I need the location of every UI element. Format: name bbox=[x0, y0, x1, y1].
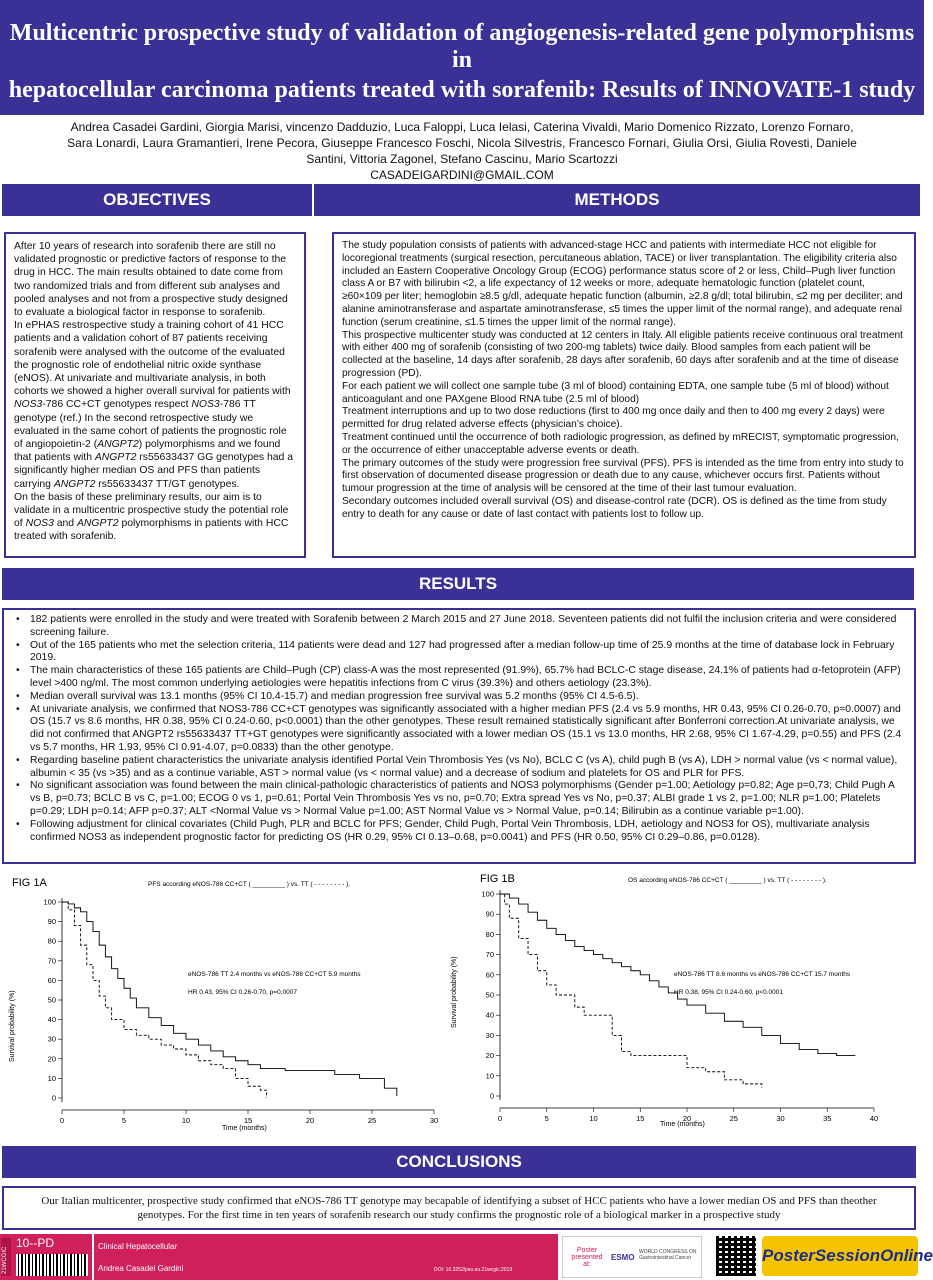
figure-1a-annotation-2: HR 0.43, 95% CI 0.26-0.70, p=0.0007 bbox=[188, 989, 297, 996]
y-tick-label: 20 bbox=[47, 1054, 56, 1064]
y-tick-label: 80 bbox=[485, 929, 494, 939]
x-tick-label: 30 bbox=[429, 1116, 439, 1125]
x-tick-label: 40 bbox=[869, 1114, 879, 1123]
figure-1a-annotation-1: eNOS-786 TT 2.4 months vs eNOS-786 CC+CT 5.9 months bbox=[188, 971, 361, 978]
figure-1a-series bbox=[62, 902, 397, 1098]
figure-1b-annotation-2: HR 0.38, 95% CI 0.24-0.60, p<0.0001 bbox=[674, 989, 783, 996]
footer-doi[interactable]: DOI: 10.3252/pso.eu.21wcgic.2019 bbox=[434, 1267, 513, 1273]
objectives-paragraph-2: In ePHAS restrospective study a training cohort of 41 HCC patients and a validation cohort of 87 patients receiving sorafenib were analysed with the outcome of the evaluated the prognostic role of endothelial nitric oxide synthase (eNOS). At univariate and multivariate analysis, in both cohorts we showed a higher overall survival for patients with NOS3-786 CC+CT genotypes respect NOS3-786 TT genotype (ref.) In the second retrospective study we evaluated in the same cohort of patients the prognostic role of angiopoietin-2 (ANGPT2) polymorphisms and we found that patients with ANGPT2 rs55633437 GG genotypes had a significantly higher median OS and PFS than patients carrying ANGPT2 rs55633437 TT/GT genotypes. bbox=[14, 320, 294, 490]
y-tick-label: 50 bbox=[47, 995, 56, 1005]
poster-title-line-1: Multicentric prospective study of validation of angiogenesis-related gene polymorphisms in bbox=[9, 20, 915, 73]
y-tick-label: 30 bbox=[485, 1030, 494, 1040]
y-tick-label: 40 bbox=[485, 1010, 494, 1020]
objectives-paragraph-1: After 10 years of research into sorafenib there are still no validated prognostic or predictive factors of response to the drug in HCC. The main results obtained to date come from two randomized trials and from different sub analyses and pooled analyses and not from a prospective study designed to evaluate a biological factor in response to sorafenib. bbox=[14, 241, 288, 319]
x-tick-label: 15 bbox=[636, 1114, 645, 1123]
y-tick-label: 30 bbox=[47, 1034, 56, 1044]
x-tick-label: 20 bbox=[682, 1114, 692, 1123]
authors-line-3: Santini, Vittoria Zagonel, Stefano Cascinu, Mario Scartozzi bbox=[306, 152, 618, 166]
figure-1b-y-label: Survival probability (%) bbox=[451, 956, 458, 1028]
results-bullet-6: • Regarding baseline patient characteristics the univariate analysis identified Portal Vein Thrombosis Yes (vs No), BCLC C (vs A), child pugh B (vs A), LDH > normal value (vs < normal value), albumin < 35 (vs >35) and as a continue variable, AST > normal value (vs < normal value) and a decrease of sodium and platelets for OS and PLR for PFS. bbox=[14, 755, 904, 781]
congress-logo: WORLD CONGRESS ON Gastrointestinal Cancer bbox=[639, 1249, 697, 1261]
figure-1a-x-label: Time (months) bbox=[222, 1125, 267, 1132]
conclusions-text: Our Italian multicenter, prospective study confirmed that eNOS-786 TT genotype may becapable of identifying a subset of HCC patients who have a lower median OS and PFS than theother genotypes. For the first time in ten years of sorafenib research our study confirms the prognostic role of a biological marker in a prospective study bbox=[41, 1195, 877, 1221]
figure-1b-annotation-1: eNOS-786 TT 8.6 months vs eNOS-786 CC+CT 15.7 months bbox=[674, 971, 851, 978]
postersessiononline-logo[interactable]: PosterSessionOnline bbox=[762, 1236, 918, 1276]
footer-author: Andrea Casadei Gardini bbox=[98, 1264, 184, 1273]
footer-code-panel bbox=[0, 1234, 92, 1280]
results-heading: RESULTS bbox=[2, 568, 914, 600]
methods-paragraph-4: Treatment interruptions and up to two dose reductions (first to 400 mg once daily and then to 400 mg every 2 days) were permitted for drug related adverse effects (physician’s choice). bbox=[342, 406, 885, 431]
results-bullet-3: • The main characteristics of these 165 patients are Child–Pugh (CP) class-A was the most represented (91.9%), 65.7% had BCLC-C stage disease, 24.1% of patients had α-fetoprotein (AFP) level >400 ng/ml. The most common underlying aetiologies were hepatitis infections from C virus (39.3%) and others aetiology (23.3%). bbox=[14, 665, 904, 691]
x-tick-label: 15 bbox=[243, 1116, 253, 1125]
results-bullet-1: • 182 patients were enrolled in the study and were treated with Sorafenib between 2 March 2015 and 27 June 2018. Seventeen patients did not fulfil the inclusion criteria and were considered screening failure. bbox=[14, 614, 904, 640]
x-tick-label: 10 bbox=[589, 1114, 598, 1123]
methods-box bbox=[332, 232, 916, 558]
y-tick-label: 100 bbox=[43, 897, 56, 907]
author-block bbox=[4, 119, 920, 183]
x-tick-label: 35 bbox=[823, 1114, 832, 1123]
poster-category: Clinical Hepatocellular bbox=[98, 1242, 178, 1251]
results-bullet-8: • Following adjustment for clinical covariates (Child Pugh, PLR and BCLC for PFS; Gender, Child Pugh, Portal Vein Thrombosis, LDH, aetiology and NOS3 for OS), multivariate analysis confirmed NOS3 as independent prognostic factor for predicting OS (HR 0.29, 95% CI 0.13–0.68, p=0.0041) and PFS (HR 0.50, 95% CI 0.29–0.86, p=0.0128). bbox=[14, 819, 904, 845]
footer-info-panel bbox=[94, 1234, 558, 1280]
y-tick-label: 10 bbox=[485, 1071, 494, 1081]
y-tick-label: 90 bbox=[47, 917, 56, 927]
x-tick-label: 10 bbox=[181, 1116, 191, 1125]
poster-code: 10--PD bbox=[16, 1236, 55, 1250]
objectives-paragraph-3: On the basis of these preliminary results, our aim is to validate in a multicentric prospective study the potential role of NOS3 and ANGPT2 polymorphisms in patients with HCC treated with sorafenib. bbox=[14, 491, 289, 543]
poster-title-line-2: hepatocellular carcinoma patients treated with sorafenib: Results of INNOVATE-1 study bbox=[8, 77, 916, 103]
os-kaplan-meier-chart bbox=[451, 868, 920, 1134]
results-box bbox=[2, 608, 916, 864]
methods-paragraph-1: The study population consists of patients with advanced-stage HCC and patients with intermediate HCC not eligible for locoregional treatments (surgical resection, percutaneous ablation, TACE) or liver transplantation. The eligibility criteria also included an Eastern Cooperative Oncology Group (ECOG) performance status score of 2 or less, Child–Pugh liver function class A or B7 with bilirubin <2, a life expectancy of 12 weeks or more, adequate hematologic function (platelet count, ≥60×109 per liter; hemoglobin ≥8.5 g/dl, adequate hepatic function (albumin, ≥2.8 g/dl; total bilirubin, ≤2 mg per deciliter; and alanine aminotransferase and aspartate aminotransferase, ≤5 times the upper limit of the normal range), and adequate renal function (serum creatinine, ≤1.5 times the upper limit of the normal range). bbox=[342, 240, 903, 328]
figure-1b-title: OS according eNOS-786 CC+CT ( _________ ) vs. TT ( - - - - - - - - ). bbox=[628, 877, 827, 884]
contact-email[interactable]: CASADEIGARDINI@GMAIL.COM bbox=[370, 168, 554, 182]
conclusions-box bbox=[2, 1186, 916, 1230]
y-tick-label: 90 bbox=[485, 909, 494, 919]
x-tick-label: 25 bbox=[729, 1114, 738, 1123]
methods-paragraph-3: For each patient we will collect one sample tube (3 ml of blood) containing EDTA, one sample tube (5 ml of blood) without anticoagulant and one PAXgene Blood RNA tube (2.5 ml of blood) bbox=[342, 380, 889, 405]
presented-at-panel bbox=[562, 1236, 702, 1278]
footer-vertical-tag: 21WCGIC bbox=[1, 1238, 11, 1276]
results-list bbox=[14, 614, 904, 844]
y-tick-label: 60 bbox=[485, 970, 494, 980]
figure-1b-x-label: Time (months) bbox=[660, 1121, 705, 1128]
conclusions-heading: CONCLUSIONS bbox=[2, 1146, 916, 1178]
title-banner bbox=[0, 0, 924, 115]
esmo-logo: ESMO bbox=[611, 1253, 635, 1262]
y-tick-label: 100 bbox=[481, 889, 494, 899]
objectives-heading: OBJECTIVES bbox=[2, 184, 312, 216]
presented-at-label: Poster presented at: bbox=[571, 1247, 603, 1268]
figure-1b-axes bbox=[481, 890, 878, 1124]
figure-1a-axes bbox=[43, 898, 438, 1126]
results-bullet-2: • Out of the 165 patients who met the selection criteria, 114 patients were dead and 127 had progressed after a median follow-up time of 25.9 months at the time of database lock in February 2019. bbox=[14, 640, 904, 666]
cc-ct-genotype-curve bbox=[62, 902, 397, 1096]
results-bullet-5: • At univariate analysis, we confirmed that NOS3-786 CC+CT genotypes was significantly associated with a higher median PFS (2.4 vs 5.9 months, HR 0.43, 95% CI 0.26-0.70, p=0.0007) and OS (15.7 vs 8.6 months, HR 0.38, 95% CI 0.24-0.60, p<0.0001) than the other genotypes. These result remained statistically significant after Bonferroni correction.At univariate analysis, we did not confirmed that ANGPT2 rs55633437 TT+GT genotypes were significantly associated with a lower median OS (15.1 vs 13.0 months, HR 2.68, 95% CI 1.67-4.29, p=0.55) and PFS (2.4 vs 5.7 months, HR 1.93, 95% CI 0.91-4.07, p=0.0833) than the other genotype. bbox=[14, 704, 904, 755]
y-tick-label: 60 bbox=[47, 975, 56, 985]
y-tick-label: 10 bbox=[47, 1073, 56, 1083]
authors-line-1: Andrea Casadei Gardini, Giorgia Marisi, vincenzo Dadduzio, Luca Faloppi, Luca Ielasi, Caterina Vivaldi, Mario Domenico Rizzato, Lorenzo Fornaro, bbox=[70, 120, 854, 134]
y-tick-label: 50 bbox=[485, 990, 494, 1000]
methods-paragraph-5: Treatment continued until the occurrence of both radiologic progression, as defined by mRECIST, symptomatic progression, or the occurrence of either unacceptable adverse events or death. bbox=[342, 431, 899, 456]
x-tick-label: 20 bbox=[305, 1116, 315, 1125]
x-tick-label: 30 bbox=[776, 1114, 785, 1123]
x-tick-label: 0 bbox=[59, 1116, 65, 1125]
methods-paragraph-6: The primary outcomes of the study were progression free survival (PFS). PFS is intended as the time from entry into study to first observation of documented disease progression or death due to any cause, whichever occurs first. Patients without tumour progression at the time of analysis will be censored at the time of their last tumour evaluation. bbox=[342, 457, 904, 495]
qr-code-icon[interactable] bbox=[716, 1236, 756, 1276]
y-tick-label: 70 bbox=[47, 956, 56, 966]
results-bullet-4: • Median overall survival was 13.1 months (95% CI 10.4-15.7) and median progression free survival was 5.2 months (95% CI 4.5-6.5). bbox=[14, 691, 904, 704]
methods-heading: METHODS bbox=[314, 184, 920, 216]
y-tick-label: 40 bbox=[47, 1015, 56, 1025]
footer-bar bbox=[0, 1234, 933, 1280]
figure-1a bbox=[0, 872, 450, 1134]
figure-1a-y-label: Survival probability (%) bbox=[9, 990, 16, 1062]
objectives-box bbox=[4, 232, 306, 558]
y-tick-label: 20 bbox=[485, 1051, 494, 1061]
x-tick-label: 5 bbox=[544, 1114, 549, 1123]
pfs-kaplan-meier-chart bbox=[0, 872, 450, 1134]
figure-1a-title: PFS according eNOS-786 CC+CT ( _________ ) vs. TT ( - - - - - - - - ). bbox=[148, 881, 351, 888]
x-tick-label: 0 bbox=[497, 1114, 503, 1123]
figure-1a-label: FIG 1A bbox=[12, 877, 47, 889]
y-tick-label: 70 bbox=[485, 950, 494, 960]
y-tick-label: 0 bbox=[51, 1093, 56, 1103]
y-tick-label: 80 bbox=[47, 936, 56, 946]
y-tick-label: 0 bbox=[489, 1091, 494, 1101]
results-bullet-7: • No significant association was found between the main clinical-pathologic characteristics of patients and NOS3 polymorphisms (Gender p=1.00; Aetiology p=0.82; Age p=0,73; Child Pugh A vs B, p=0.73; BCLC B vs C, p=1.00; ECOG 0 vs 1, p=0.61; Portal Vein Thrombosis Yes vs no, p=0.70; Extra spread Yes vs No, p=0.37; ALBI grade 1 vs 2, p=1.00; NLR p=1.00; Platelets p=0.29; LDH p=0.14; AFP p=0.37; ALT <Normal Value vs > Normal Value p=1.00; AST Normal Value vs > Normal Value, p=0.14; Bilirubin as a continue variable p=1.00). bbox=[14, 780, 904, 818]
methods-paragraph-2: This prospective multicenter study was conducted at 12 centers in Italy. All eligible patients receive continuous oral treatment with either 400 mg of sorafenib (consisting of two 200-mg tablets) twice daily. Blood samples from each patient will be collected at the baseline, 14 days after sorafenib, 28 days after sorafenib, 60 days after sorafenib and at the time of disease progression (PD). bbox=[342, 329, 903, 379]
figure-1b-label: FIG 1B bbox=[480, 873, 515, 885]
x-tick-label: 5 bbox=[121, 1116, 127, 1125]
figure-1b bbox=[451, 868, 920, 1134]
authors-line-2: Sara Lonardi, Laura Gramantieri, Irene Pecora, Giuseppe Francesco Foschi, Nicola Silvestris, Francesco Fornari, Giulia Orsi, Giulia Rovesti, Daniele bbox=[67, 136, 857, 150]
x-tick-label: 25 bbox=[367, 1116, 377, 1125]
barcode-icon bbox=[16, 1254, 88, 1276]
methods-paragraph-7: Secondary outcomes included overall survival (OS) and disease-control rate (DCR). OS is defined as the time from study entry to death for any cause or date of last contact with patients lost to follow up. bbox=[342, 495, 887, 520]
